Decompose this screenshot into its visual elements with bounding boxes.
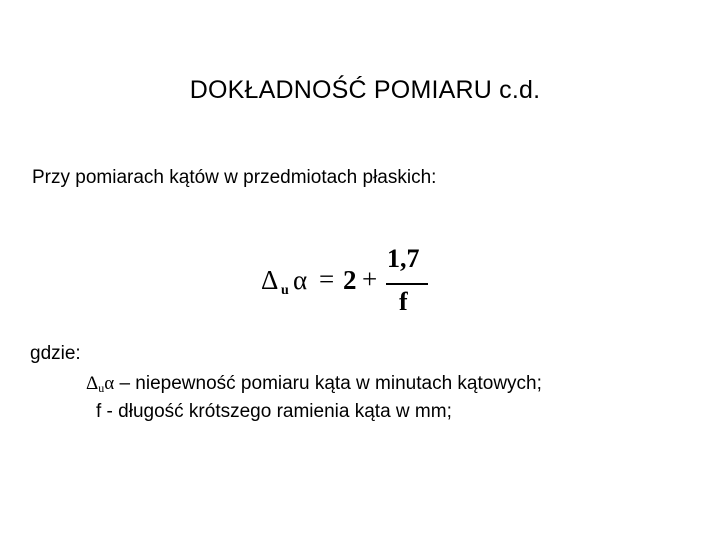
formula-denominator: f <box>399 287 408 316</box>
definition-subscript-u: u <box>98 381 105 395</box>
formula-plus-sign: + <box>362 264 378 294</box>
intro-text: Przy pomiarach kątów w przedmiotach płaskich: <box>32 167 437 188</box>
definition-delta-symbol: Δ <box>86 373 99 394</box>
definition-alpha-symbol: α <box>104 373 115 394</box>
definition-uncertainty <box>86 373 542 396</box>
formula-equals-sign: = <box>319 264 335 294</box>
definition-uncertainty-text: – niepewność pomiaru kąta w minutach kątowych; <box>114 373 542 394</box>
definition-length: f - długość krótszego ramienia kąta w mm; <box>96 401 452 422</box>
formula-delta-symbol: Δ <box>261 265 279 295</box>
formula-constant: 2 <box>343 265 357 295</box>
where-label: gdzie: <box>30 343 81 364</box>
formula-fraction-bar <box>386 283 428 285</box>
formula-numerator: 1,7 <box>387 244 420 273</box>
formula-subscript-u: u <box>281 283 289 298</box>
formula-alpha-symbol: α <box>293 265 308 295</box>
slide-title: DOKŁADNOŚĆ POMIARU c.d. <box>189 76 541 104</box>
uncertainty-formula <box>261 244 441 320</box>
